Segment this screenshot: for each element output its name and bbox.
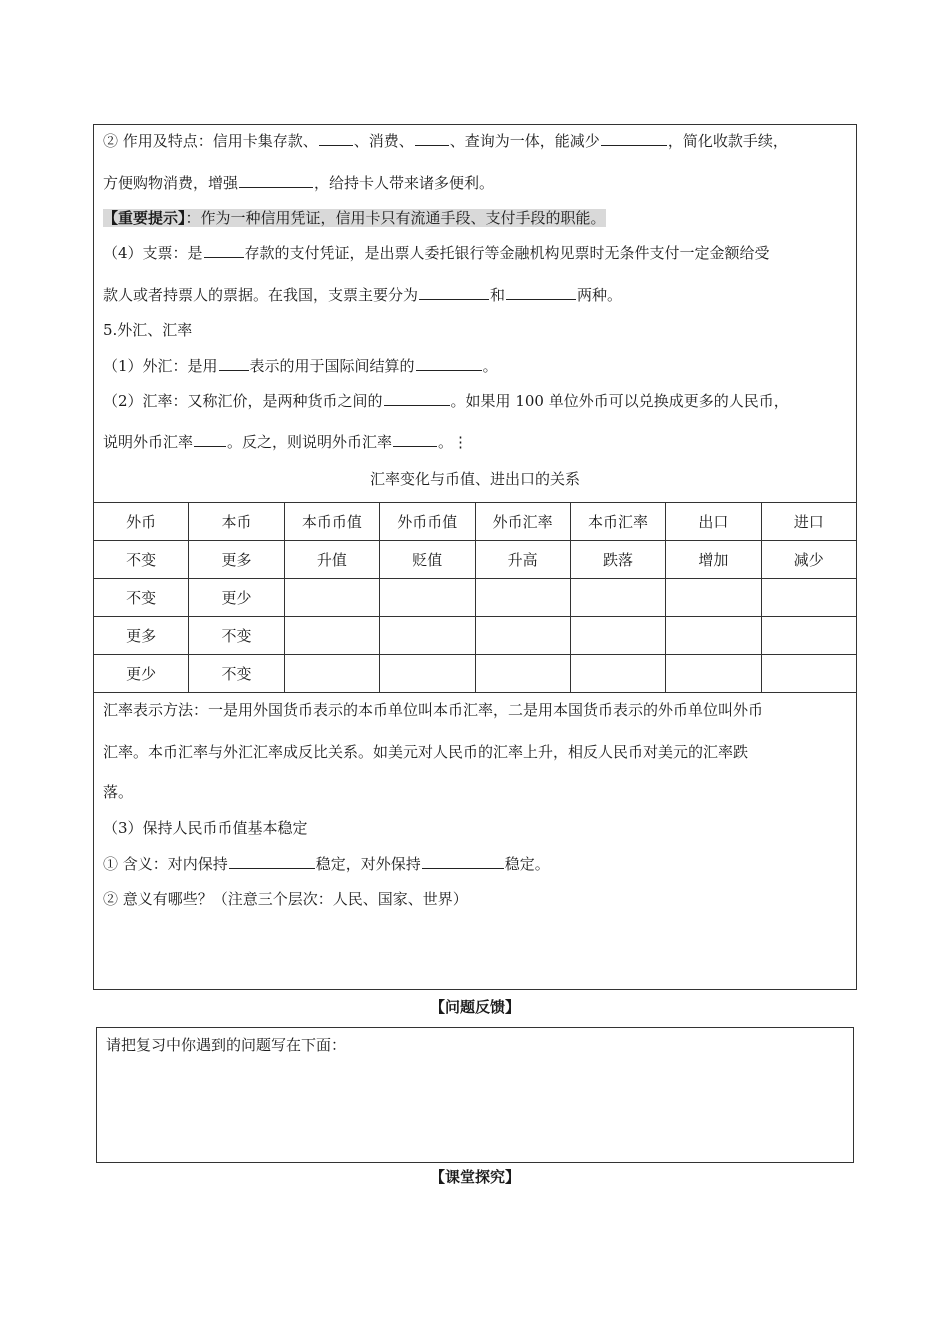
table-cell-blank[interactable]	[284, 579, 379, 617]
table-cell: 不变	[189, 617, 284, 655]
tip-label: 【重要提示】	[103, 209, 186, 227]
text: 稳定，对外保持	[315, 855, 421, 873]
forex-definition	[103, 355, 498, 376]
header-cell: 本币	[189, 503, 284, 541]
stability-heading: （3）保持人民币币值基本稳定	[103, 819, 308, 837]
stability-meaning	[103, 853, 550, 874]
table-row	[94, 579, 857, 617]
text: 和	[490, 286, 506, 304]
exchange-rate-line1	[103, 390, 789, 411]
credit-card-features-line2	[103, 172, 494, 193]
table-cell: 更少	[189, 579, 284, 617]
fill-blank[interactable]	[219, 355, 249, 371]
table-cell-blank[interactable]	[475, 655, 570, 693]
rate-method-line2: 汇率。本币汇率与外汇汇率成反比关系。如美元对人民币的汇率上升，相反人民币对美元的汇率跌	[103, 743, 749, 761]
table-cell: 减少	[761, 541, 856, 579]
header-cell: 本币币值	[284, 503, 379, 541]
fill-blank[interactable]	[229, 853, 315, 869]
table-cell-blank[interactable]	[380, 617, 475, 655]
text: 、查询为一体，能减少	[449, 132, 600, 150]
table-row	[94, 655, 857, 693]
table-cell-blank[interactable]	[666, 655, 761, 693]
header-cell: 出口	[666, 503, 761, 541]
tip-text: ：作为一种信用凭证，信用卡只有流通手段、支付手段的职能。	[185, 209, 606, 227]
text: 、消费、	[353, 132, 414, 150]
table-header-row	[94, 503, 857, 541]
table-cell: 增加	[666, 541, 761, 579]
fill-blank[interactable]	[601, 130, 667, 146]
section-heading-forex: 5.外汇、汇率	[103, 321, 193, 339]
table-cell: 跌落	[570, 541, 665, 579]
table-cell-blank[interactable]	[761, 617, 856, 655]
table-cell-blank[interactable]	[284, 617, 379, 655]
text: 说明外币汇率	[103, 433, 194, 451]
text: 。⋮	[438, 433, 469, 451]
text: （4）支票：是	[103, 244, 203, 262]
fill-blank[interactable]	[194, 431, 226, 447]
exchange-rate-line2	[103, 431, 468, 452]
header-cell: 外币币值	[380, 503, 475, 541]
text: ，简化收款手续，	[667, 132, 788, 150]
fill-blank[interactable]	[239, 172, 313, 188]
feedback-title: 【问题反馈】	[429, 998, 520, 1016]
text: 两种。	[577, 286, 623, 304]
table-cell: 不变	[94, 579, 189, 617]
study-content-box	[93, 124, 857, 990]
fill-blank[interactable]	[204, 242, 244, 258]
table-row	[94, 541, 857, 579]
text: 存款的支付凭证，是出票人委托银行等金融机构见票时无条件支付一定金额给受	[244, 244, 770, 262]
header-cell: 本币汇率	[570, 503, 665, 541]
table-cell: 更少	[94, 655, 189, 693]
fill-blank[interactable]	[422, 853, 504, 869]
text: 。	[482, 357, 498, 375]
fill-blank[interactable]	[415, 130, 449, 146]
text: 稳定。	[504, 855, 550, 873]
table-cell-blank[interactable]	[666, 617, 761, 655]
fill-blank[interactable]	[416, 355, 482, 371]
text: 。如果用 100 单位外币可以兑换成更多的人民币，	[450, 392, 789, 410]
text: 。反之，则说明外币汇率	[227, 433, 393, 451]
feedback-input-box[interactable]	[96, 1027, 854, 1163]
header-cell: 外币汇率	[475, 503, 570, 541]
table-cell: 不变	[189, 655, 284, 693]
table-cell: 不变	[94, 541, 189, 579]
table-cell-blank[interactable]	[380, 655, 475, 693]
table-cell-blank[interactable]	[475, 579, 570, 617]
table-cell-blank[interactable]	[570, 655, 665, 693]
table-cell-blank[interactable]	[761, 655, 856, 693]
text: （1）外汇：是用	[103, 357, 218, 375]
text: （2）汇率：又称汇价，是两种货币之间的	[103, 392, 383, 410]
credit-card-features-line1	[103, 130, 788, 151]
table-caption: 汇率变化与币值、进出口的关系	[369, 470, 580, 488]
exchange-rate-table	[93, 502, 857, 693]
table-cell-blank[interactable]	[666, 579, 761, 617]
rate-method-line3: 落。	[103, 783, 134, 801]
check-line1	[103, 242, 770, 263]
text: 款人或者持票人的票据。在我国，支票主要分为	[103, 286, 419, 304]
explore-title: 【课堂探究】	[429, 1168, 520, 1186]
fill-blank[interactable]	[393, 431, 437, 447]
table-cell-blank[interactable]	[284, 655, 379, 693]
fill-blank[interactable]	[506, 284, 576, 300]
stability-significance: ② 意义有哪些？（注意三个层次：人民、国家、世界）	[103, 890, 468, 908]
table-cell: 贬值	[380, 541, 475, 579]
table-cell: 更多	[94, 617, 189, 655]
table-cell-blank[interactable]	[380, 579, 475, 617]
check-line2	[103, 284, 622, 305]
fill-blank[interactable]	[384, 390, 450, 406]
header-cell: 进口	[761, 503, 856, 541]
fill-blank[interactable]	[419, 284, 489, 300]
rate-method-line1: 汇率表示方法：一是用外国货币表示的本币单位叫本币汇率，二是用本国货币表示的外币单位叫外币	[103, 701, 764, 719]
table-cell: 升高	[475, 541, 570, 579]
table-cell-blank[interactable]	[475, 617, 570, 655]
table-cell-blank[interactable]	[761, 579, 856, 617]
table-row	[94, 617, 857, 655]
table-cell: 更多	[189, 541, 284, 579]
important-tip	[103, 207, 606, 228]
text: ，给持卡人带来诸多便利。	[314, 174, 495, 192]
text: ② 作用及特点：信用卡集存款、	[103, 132, 318, 150]
fill-blank[interactable]	[319, 130, 353, 146]
feedback-prompt: 请把复习中你遇到的问题写在下面：	[106, 1036, 347, 1054]
table-cell-blank[interactable]	[570, 579, 665, 617]
text: 表示的用于国际间结算的	[249, 357, 415, 375]
header-cell: 外币	[94, 503, 189, 541]
table-cell: 升值	[284, 541, 379, 579]
table-cell-blank[interactable]	[570, 617, 665, 655]
text: ① 含义：对内保持	[103, 855, 228, 873]
text: 方便购物消费，增强	[103, 174, 239, 192]
